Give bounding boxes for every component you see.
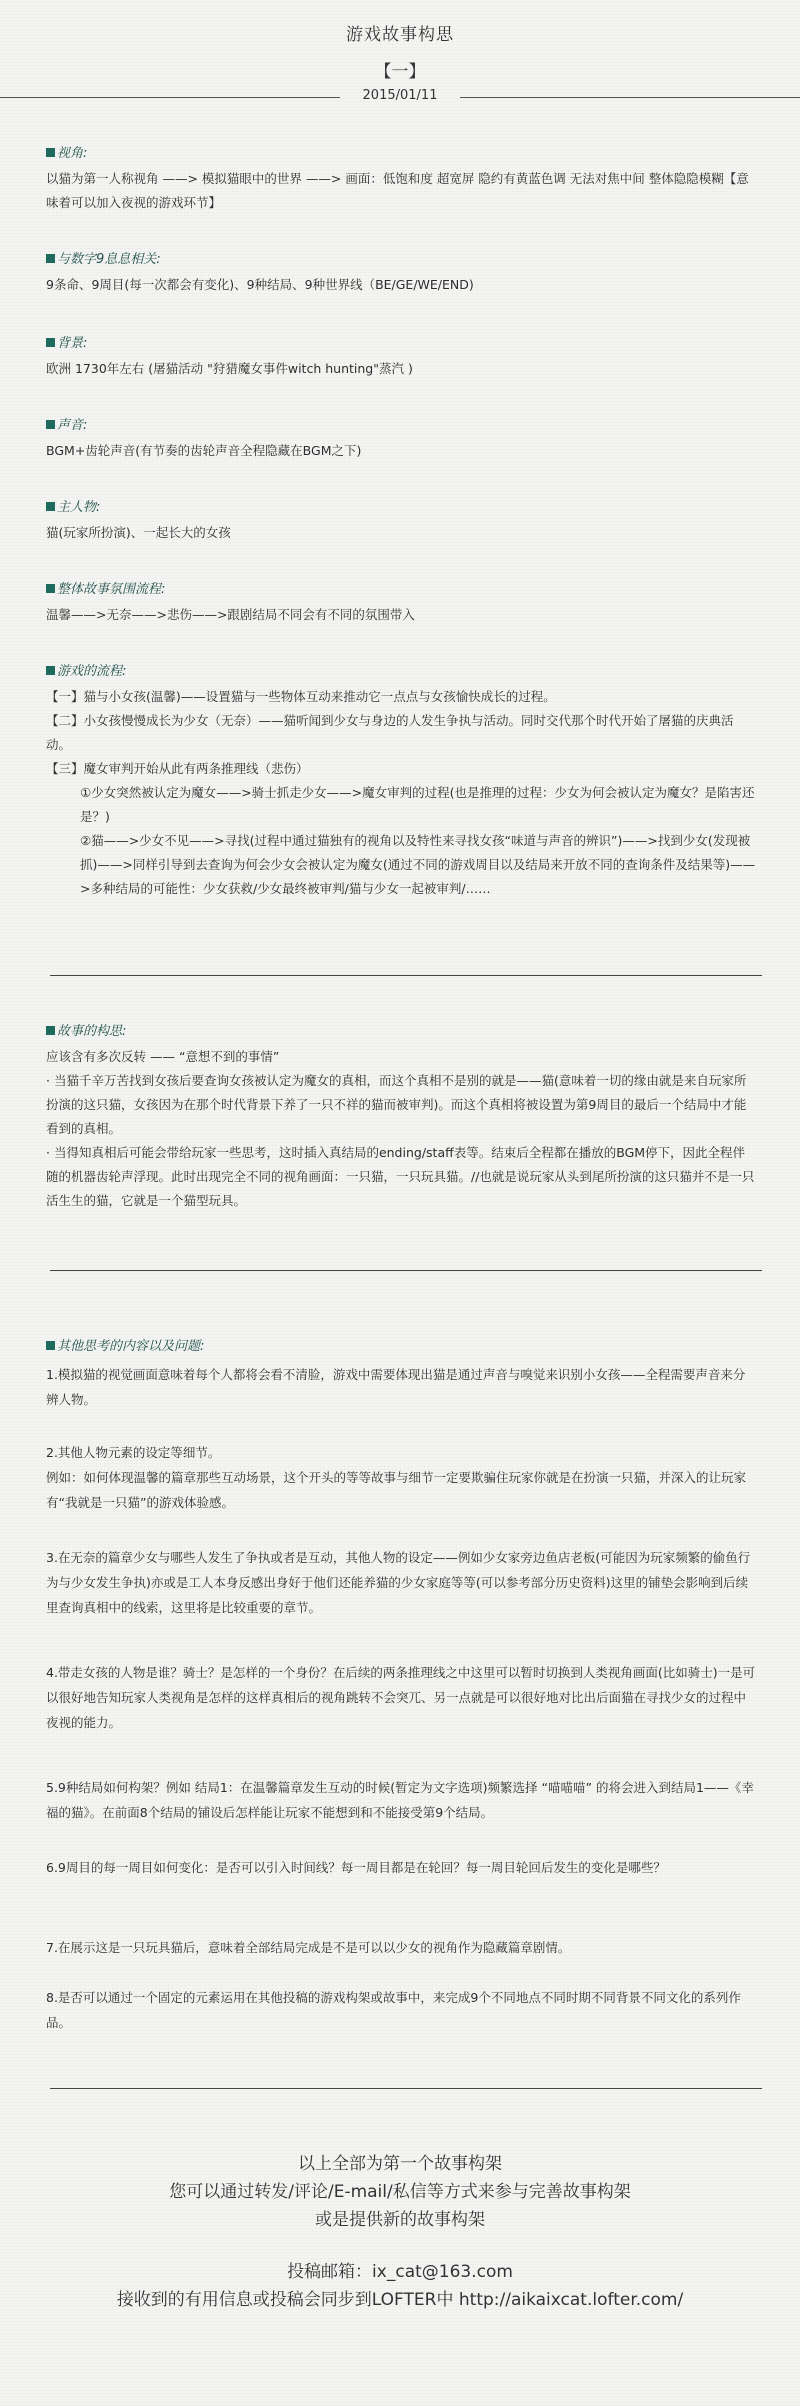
flow-line: 【一】猫与小女孩(温馨)——设置猫与一些物体互动来推动它一点点与女孩愉快成长的过程。 bbox=[46, 689, 556, 704]
section-text bbox=[46, 1045, 756, 1213]
lofter-link: 接收到的有用信息或投稿会同步到LOFTER中 http://aikaixcat.lofter.com/ bbox=[116, 2290, 684, 2310]
square-bullet-icon bbox=[46, 502, 55, 511]
concept-line: · 当得知真相后可能会带给玩家一些思考，这时插入真结局的ending/staff表等。结束后全程都在播放的BGM停下，因此全程伴随的机器齿轮声浮现。此时出现完全不同的视角画面：一只猫，一只玩具猫。//也就是说玩家从头到尾所扮演的这只猫并不是一只活生生的猫，它就是一个猫型玩具。 bbox=[46, 1145, 755, 1208]
concept-line: · 当猫千辛万苦找到女孩后要查询女孩被认定为魔女的真相，而这个真相不是别的就是——猫(意味着一切的缘由就是来自玩家所扮演的这只猫，女孩因为在那个时代背景下养了一只不祥的猫而被审判)。而这个真相将被设置为第9周目的最后一个结局中才能看到的真相。 bbox=[46, 1073, 747, 1136]
question-item: 3.在无奈的篇章少女与哪些人发生了争执或者是互动，其他人物的设定——例如少女家旁边鱼店老板(可能因为玩家频繁的偷鱼行为与少女发生争执)亦或是工人本身反感出身好于他们还能养猫的少女家庭等等(可以参考部分历史资料)这里的铺垫会影响到后续里查询真相中的线索，这里将是比较重要的章节。 bbox=[46, 1550, 751, 1615]
section-perspective bbox=[46, 142, 756, 215]
square-bullet-icon bbox=[46, 584, 55, 593]
contact-email: 投稿邮箱：ix_cat@163.com bbox=[287, 2262, 513, 2282]
square-bullet-icon bbox=[46, 338, 55, 347]
section-questions-header bbox=[46, 1335, 756, 1360]
header bbox=[0, 20, 800, 82]
question-item: 4.带走女孩的人物是谁？骑士？是怎样的一个身份？在后续的两条推理线之中这里可以暂时切换到人类视角画面(比如骑士)一是可以很好地告知玩家人类视角是怎样的这样真相后的视角跳转不会突兀、另一点就是可以很好地对比出后面猫在寻找少女的过程中夜视的能力。 bbox=[46, 1665, 756, 1730]
section-title: 与数字9息息相关: bbox=[46, 248, 756, 267]
concept-line: 应该含有多次反转 —— “意想不到的事情” bbox=[46, 1049, 280, 1064]
question-item: 6.9周目的每一周目如何变化：是否可以引入时间线？每一周目都是在轮回？每一周目轮回后发生的变化是哪些？ bbox=[46, 1860, 666, 1875]
section-numbers bbox=[46, 248, 756, 297]
square-bullet-icon bbox=[46, 254, 55, 263]
section-title: 游戏的流程: bbox=[46, 660, 756, 679]
question-item: 1.模拟猫的视觉画面意味着每个人都将会看不清脸，游戏中需要体现出猫是通过声音与嗅觉来识别小女孩——全程需要声音来分辨人物。 bbox=[46, 1367, 746, 1407]
question-item: 7.在展示这是一只玩具猫后，意味着全部结局完成是不是可以以少女的视角作为隐藏篇章剧情。 bbox=[46, 1940, 571, 1955]
section-characters bbox=[46, 496, 756, 545]
square-bullet-icon bbox=[46, 1341, 55, 1350]
section-title: 视角: bbox=[46, 142, 756, 161]
question-item: 2.其他人物元素的设定等细节。 例如：如何体现温馨的篇章那些互动场景，这个开头的等等故事与细节一定要欺骗住玩家你就是在扮演一只猫，并深入的让玩家有“我就是一只猫”的游戏体验感。 bbox=[46, 1445, 747, 1510]
section-divider bbox=[50, 2088, 762, 2089]
post-date: 2015/01/11 bbox=[362, 88, 438, 103]
square-bullet-icon bbox=[46, 666, 55, 675]
section-title: 其他思考的内容以及问题: bbox=[46, 1335, 756, 1354]
section-sound bbox=[46, 414, 756, 463]
section-text: 猫(玩家所扮演)、一起长大的女孩 bbox=[46, 525, 231, 540]
section-text: 9条命、9周目(每一次都会有变化)、9种结局、9种世界线（BE/GE/WE/END) bbox=[46, 277, 474, 292]
divider-line bbox=[460, 97, 800, 98]
question-item: 5.9种结局如何构架？例如 结局1：在温馨篇章发生互动的时候(暂定为文字选项)频繁选择 “喵喵喵” 的将会进入到结局1——《幸福的猫》。在前面8个结局的铺设后怎样能让玩家不能想到和不能接受第9个结局。 bbox=[46, 1780, 754, 1820]
flow-line: 【二】小女孩慢慢成长为少女（无奈）——猫听闻到少女与身边的人发生争执与活动。同时交代那个时代开始了屠猫的庆典活动。 bbox=[46, 713, 734, 752]
section-text bbox=[46, 685, 756, 901]
page-subtitle: 【一】 bbox=[374, 62, 426, 82]
section-divider bbox=[50, 975, 762, 976]
flow-line: 【三】魔女审判开始从此有两条推理线（悲伤） bbox=[46, 761, 309, 776]
question-item: 8.是否可以通过一个固定的元素运用在其他投稿的游戏构架或故事中，来完成9个不同地点不同时期不同背景不同文化的系列作品。 bbox=[46, 1990, 741, 2030]
section-atmosphere bbox=[46, 578, 756, 627]
page-title: 游戏故事构思 bbox=[346, 25, 454, 45]
flow-line: ②猫——>少女不见——>寻找(过程中通过猫独有的视角以及特性来寻找女孩“味道与声音的辨识”)——>找到少女(发现被抓)——>同样引导到去查询为何会少女会被认定为魔女(通过不同的游戏周目以及结局来开放不同的查询条件及结果等)——>多种结局的可能性：少女获救/少女最终被审判/猫与少女一起被审判/…… bbox=[80, 833, 756, 896]
divider-line bbox=[0, 97, 340, 98]
section-flow bbox=[46, 660, 756, 901]
section-concept bbox=[46, 1020, 756, 1213]
section-title: 故事的构思: bbox=[46, 1020, 756, 1039]
flow-line: ①少女突然被认定为魔女——>骑士抓走少女——>魔女审判的过程(也是推理的过程：少女为何会被认定为魔女？是陷害还是？) bbox=[80, 785, 755, 824]
section-text: 以猫为第一人称视角 ——> 模拟猫眼中的世界 ——> 画面：低饱和度 超宽屏 隐约有黄蓝色调 无法对焦中间 整体隐隐模糊【意味着可以加入夜视的游戏环节】 bbox=[46, 171, 749, 210]
square-bullet-icon bbox=[46, 420, 55, 429]
section-text: 温馨——>无奈——>悲伤——>跟剧结局不同会有不同的氛围带入 bbox=[46, 607, 415, 622]
date-row bbox=[0, 88, 800, 108]
footer bbox=[0, 2150, 800, 2314]
section-title: 整体故事氛围流程: bbox=[46, 578, 756, 597]
footer-line: 以上全部为第一个故事构架 bbox=[298, 2154, 502, 2174]
section-title: 背景: bbox=[46, 332, 756, 351]
section-text: 欧洲 1730年左右 (屠猫活动 "狩猎魔女事件witch hunting"蒸汽 ) bbox=[46, 361, 413, 376]
section-title: 声音: bbox=[46, 414, 756, 433]
footer-line: 或是提供新的故事构架 bbox=[315, 2210, 485, 2230]
section-text: BGM+齿轮声音(有节奏的齿轮声音全程隐藏在BGM之下) bbox=[46, 443, 362, 458]
square-bullet-icon bbox=[46, 148, 55, 157]
square-bullet-icon bbox=[46, 1026, 55, 1035]
section-background bbox=[46, 332, 756, 381]
footer-line: 您可以通过转发/评论/E-mail/私信等方式来参与完善故事构架 bbox=[169, 2182, 631, 2202]
section-divider bbox=[50, 1270, 762, 1271]
section-title: 主人物: bbox=[46, 496, 756, 515]
